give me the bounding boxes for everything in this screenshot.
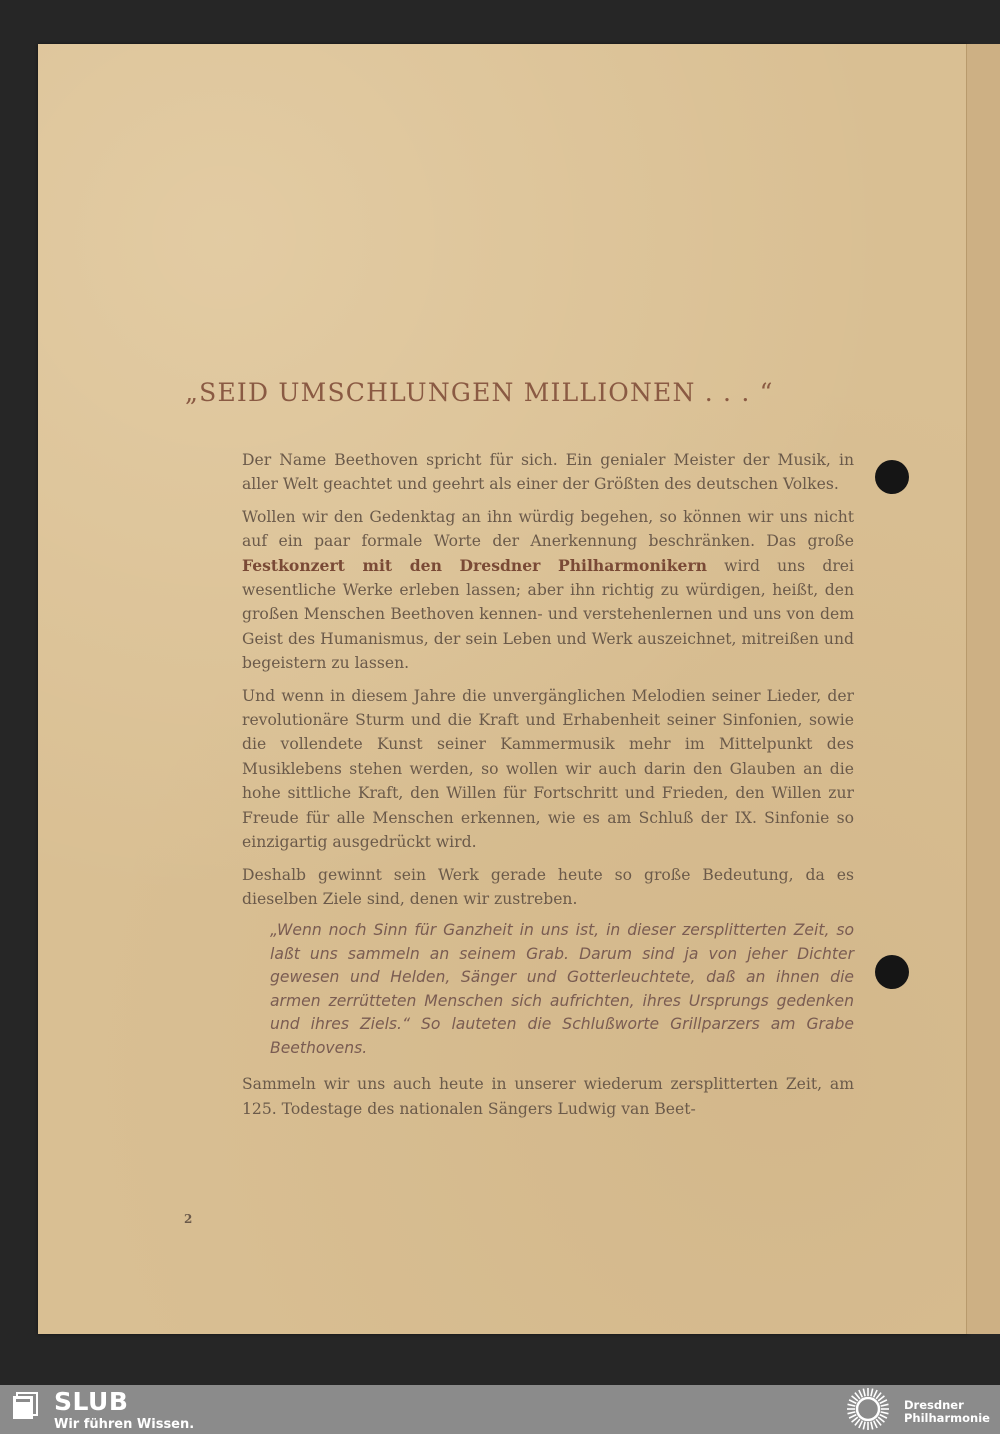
sunburst-ray — [874, 1390, 877, 1397]
slub-tagline: Wir führen Wissen. — [54, 1417, 195, 1432]
sunburst-ray — [878, 1396, 884, 1401]
partner-line-1: Dresdner — [904, 1398, 964, 1412]
dresdner-philharmonie-sunburst-icon[interactable] — [842, 1386, 894, 1432]
sunburst-ray — [852, 1396, 858, 1401]
punch-hole-bottom — [875, 955, 909, 989]
grillparzer-quote: „Wenn noch Sinn für Ganzheit in uns ist, in dieser zersplitterten Zeit, so laßt uns sammeln an seinem Grab. Darum sind ja von jeher Dichter gewesen und Helden, Sänger und Gotterleuchtete, daß an ihnen die armen zerrütteten Menschen sich aufrichten, ihres Ursprungs gedenken und ihres Ziels.“ So lauteten die Schlußworte Grillparzers am Grabe Beethovens. — [270, 921, 854, 1057]
sunburst-ray — [859, 1421, 862, 1428]
slub-name[interactable]: SLUB — [54, 1387, 129, 1416]
sunburst-ray — [871, 1389, 873, 1397]
paragraph-1: Der Name Beethoven spricht für sich. Ein genialer Meister der Musik, in aller Welt geachtet und geehrt als einer der Größten des deutschen Volkes. — [242, 451, 854, 494]
paragraph-2 — [242, 505, 854, 676]
page-number: 2 — [184, 1212, 193, 1226]
sunburst-ray — [863, 1422, 865, 1430]
closing-paragraph: Sammeln wir uns auch heute in unserer wiederum zersplitterten Zeit, am 125. Todestage des nationalen Sängers Ludwig van Beet- — [242, 1075, 854, 1118]
paragraph-2-start: Wollen wir den Gedenktag an ihn würdig begehen, so können wir uns nicht auf ein paar formale Worte der Anerkennung beschränken. Das große — [242, 507, 854, 551]
punch-hole-top — [875, 460, 909, 494]
sunburst-ray — [876, 1393, 881, 1399]
sunburst-ray — [878, 1417, 884, 1422]
festkonzert-highlight: Festkonzert mit den Dresdner Philharmonikern — [242, 555, 707, 575]
document-body — [242, 448, 854, 1129]
sunburst-ray — [849, 1415, 856, 1418]
slub-book-icon[interactable] — [12, 1392, 38, 1420]
sunburst-ray — [855, 1393, 860, 1399]
sunburst-ray — [859, 1390, 862, 1397]
partner-line-2: Philharmonie — [904, 1411, 990, 1425]
next-page-edge — [966, 44, 1000, 1334]
sunburst-ray — [849, 1400, 856, 1403]
sunburst-ray — [881, 1412, 889, 1414]
sunburst-ray — [880, 1400, 887, 1403]
paragraph-4: Deshalb gewinnt sein Werk gerade heute so große Bedeutung, da es dieselben Ziele sind, denen wir zustreben. — [242, 865, 854, 908]
sunburst-ray — [874, 1421, 877, 1428]
sunburst-ray — [848, 1412, 856, 1414]
page-title: „SEID UMSCHLUNGEN MILLIONEN . . . “ — [185, 378, 774, 407]
sunburst-ray — [863, 1389, 865, 1397]
sunburst-ray — [876, 1419, 881, 1425]
sunburst-ray — [880, 1415, 887, 1418]
paragraph-2-end: wird uns drei wesentliche Werke erleben lassen; aber ihn richtig zu würdigen, heißt, den großen Menschen Beethoven kennen- und verstehenlernen und uns von dem Geist des Humanismus, der sein Leben und Werk auszeichnet, mitreißen und begeistern zu lassen. — [242, 556, 854, 673]
sunburst-ray — [871, 1422, 873, 1430]
paragraph-3: Und wenn in diesem Jahre die unvergänglichen Melodien seiner Lieder, der revolutionäre Sturm und die Kraft und Erhabenheit seiner Sinfonien, sowie die vollendete Kunst seiner Kammermusik mehr im Mittelpunkt des Musiklebens stehen werden, so wollen wir auch darin den Glauben an die hohe sittliche Kraft, den Willen für Fortschritt und Frieden, den Willen zur Freude für alle Menschen erkennen, wie es am Schluß der IX. Sinfonie so einzigartig ausgedrückt wird. — [242, 686, 854, 852]
sunburst-ray — [855, 1419, 860, 1425]
dresdner-philharmonie-name[interactable] — [904, 1399, 1000, 1425]
sunburst-ray — [848, 1404, 856, 1406]
sunburst-ray — [852, 1417, 858, 1422]
sunburst-ray — [881, 1404, 889, 1406]
